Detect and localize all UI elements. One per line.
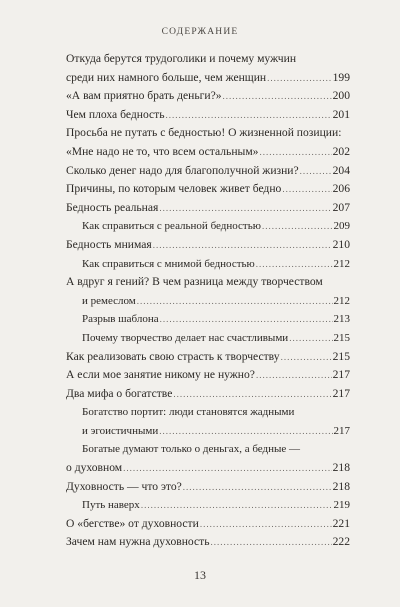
toc-entry-title: Причины, по которым человек живет бедно <box>66 182 282 196</box>
toc-entry-title: Два мифа о богатстве <box>66 386 173 400</box>
dot-leader <box>256 255 333 274</box>
toc-entry-title: А вдруг я гений? В чем разница между творчеством <box>66 275 323 289</box>
toc-entry <box>66 236 350 255</box>
toc-entry <box>66 162 350 181</box>
toc-entry-title: Как реализовать свою страсть к творчеству <box>66 349 280 363</box>
toc-entry <box>66 69 350 88</box>
toc-page-number: 218 <box>332 461 350 475</box>
toc-entry-title: Богатство портит: люди становятся жадными <box>82 406 295 419</box>
dot-leader <box>262 217 333 236</box>
dot-leader <box>256 366 332 385</box>
toc-entry <box>66 124 350 143</box>
toc-page-number: 210 <box>332 237 350 251</box>
toc-entry-title: Путь наверх <box>82 499 140 512</box>
toc-page-number: 212 <box>333 257 350 270</box>
running-head: СОДЕРЖАНИЕ <box>161 27 239 37</box>
toc-entry-title: и эгоистичными <box>82 424 159 437</box>
toc-page-number: 202 <box>332 144 350 158</box>
toc-entry-title: Сколько денег надо для благополучной жизни? <box>66 163 299 177</box>
toc-page-number: 218 <box>332 479 350 493</box>
toc-page-number: 217 <box>332 368 350 382</box>
toc-page-number: 212 <box>333 294 350 307</box>
toc-entry-title: «А вам приятно брать деньги?» <box>66 89 222 103</box>
toc-page-number: 222 <box>332 535 350 549</box>
toc-entry-title: Бедность мнимая <box>66 237 152 251</box>
dot-leader <box>153 236 332 255</box>
dot-leader <box>173 385 331 404</box>
toc-subentry <box>66 310 350 329</box>
dot-leader <box>259 143 331 162</box>
toc-entry-title: Просьба не путать с бедностью! О жизненной позиции: <box>66 126 342 140</box>
toc-subentry <box>66 255 350 274</box>
toc-entry <box>66 143 350 162</box>
dot-leader <box>137 292 333 311</box>
toc-entry <box>66 348 350 367</box>
dot-leader <box>223 87 332 106</box>
toc-page-number: 213 <box>333 313 350 326</box>
toc-page-number: 217 <box>332 386 350 400</box>
dot-leader <box>289 329 332 348</box>
toc-entry-title: среди них намного больше, чем женщин <box>66 70 267 84</box>
toc-page-number: 209 <box>333 220 350 233</box>
dot-leader <box>159 199 331 218</box>
toc-entry-title: Зачем нам нужна духовность <box>66 535 210 549</box>
toc-entry <box>66 385 350 404</box>
toc-entry-title: Как справиться с мнимой бедностью <box>82 257 255 270</box>
dot-leader <box>281 348 332 367</box>
dot-leader <box>160 310 333 329</box>
toc-page-number: 215 <box>332 349 350 363</box>
toc-subentry <box>66 403 350 422</box>
toc-entry <box>66 106 350 125</box>
toc-page-number: 200 <box>332 89 350 103</box>
toc-subentry <box>66 329 350 348</box>
toc-entry-title: О «бегстве» от духовности <box>66 516 199 530</box>
dot-leader <box>300 162 332 181</box>
toc-subentry <box>66 422 350 441</box>
toc-entry-title: Почему творчество делает нас счастливыми <box>82 331 289 344</box>
toc-page-number: 204 <box>332 163 350 177</box>
toc-page-number: 217 <box>333 424 350 437</box>
toc-page-number: 201 <box>332 107 350 121</box>
dot-leader <box>159 422 332 441</box>
toc-page-number: 215 <box>333 331 350 344</box>
table-of-contents <box>66 50 350 552</box>
toc-entry-title: Откуда берутся трудоголики и почему мужчин <box>66 52 297 65</box>
dot-leader <box>183 478 332 497</box>
toc-entry <box>66 515 350 534</box>
toc-entry <box>66 180 350 199</box>
toc-entry-title: Духовность — что это? <box>66 479 182 493</box>
toc-subentry <box>66 496 350 515</box>
dot-leader <box>141 496 333 515</box>
toc-entry-continuation <box>66 292 350 311</box>
toc-entry <box>66 87 350 106</box>
dot-leader <box>267 69 331 88</box>
toc-entry <box>66 273 350 292</box>
toc-page-number: 206 <box>332 182 350 196</box>
toc-subentry <box>66 440 350 459</box>
toc-entry-title: А если мое занятие никому не нужно? <box>66 368 255 382</box>
dot-leader <box>200 515 332 534</box>
toc-entry-title: «Мне надо не то, что всем остальным» <box>66 144 259 158</box>
toc-entry <box>66 478 350 497</box>
toc-entry-title: Бедность реальная <box>66 200 159 214</box>
toc-entry <box>66 199 350 218</box>
toc-entry-title: о духовном <box>66 461 123 475</box>
page-number: 13 <box>194 568 206 582</box>
dot-leader <box>123 459 331 478</box>
dot-leader <box>166 106 332 125</box>
toc-entry <box>66 366 350 385</box>
dot-leader <box>282 180 331 199</box>
toc-entry-title: Как справиться с реальной бедностью <box>82 220 261 233</box>
toc-entry <box>66 533 350 552</box>
toc-page-number: 199 <box>332 70 350 84</box>
toc-entry-continuation <box>66 459 350 478</box>
toc-page-number: 221 <box>332 516 350 530</box>
toc-entry-title: Разрыв шаблона <box>82 313 159 326</box>
dot-leader <box>211 533 332 552</box>
toc-page-number: 207 <box>332 200 350 214</box>
toc-subentry <box>66 217 350 236</box>
toc-page-number: 219 <box>333 499 350 512</box>
toc-entry-title: и ремеслом <box>82 294 136 307</box>
toc-entry-title: Чем плоха бедность <box>66 107 165 121</box>
toc-entry-title: Богатые думают только о деньгах, а бедные — <box>82 443 301 456</box>
toc-entry <box>66 50 350 69</box>
